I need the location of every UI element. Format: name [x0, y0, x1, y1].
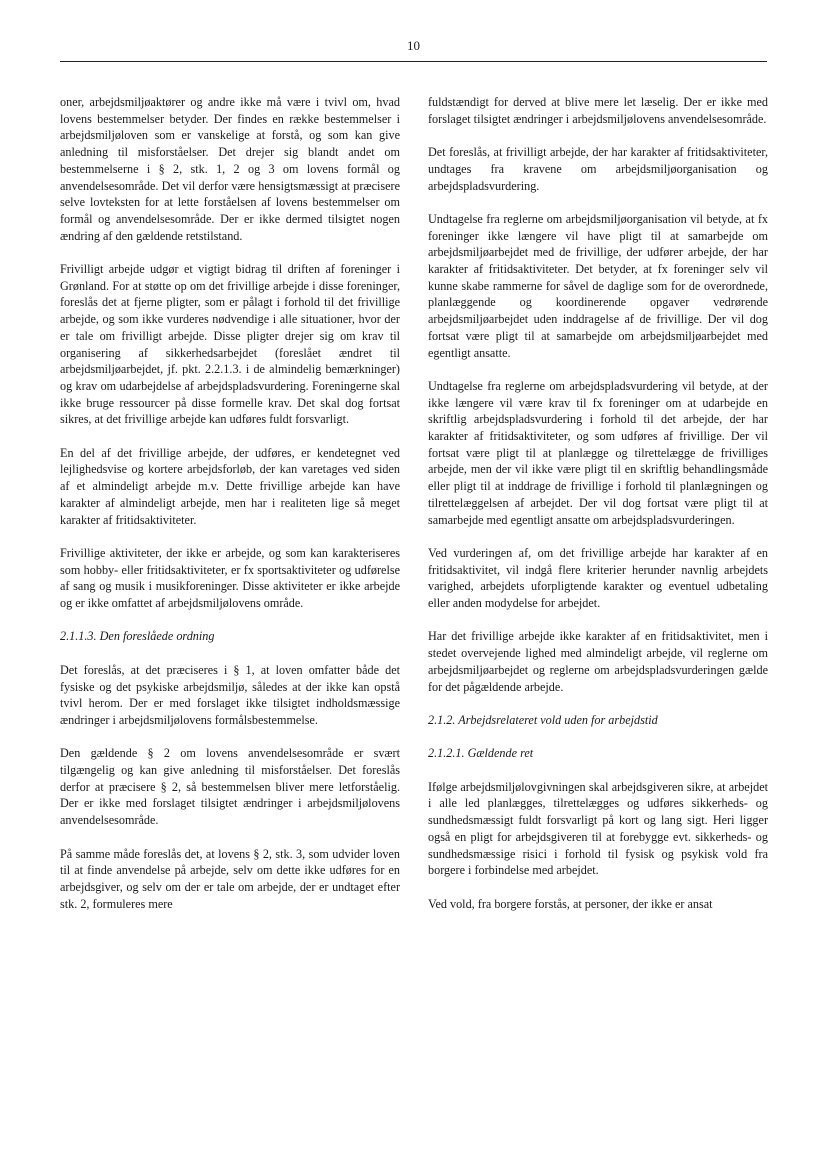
- section-heading: 2.1.2. Arbejdsrelateret vold uden for arbejdstid: [428, 712, 658, 727]
- header-rule: [60, 61, 767, 62]
- paragraph: Frivillige aktiviteter, der ikke er arbejde, og som kan karakteriseres som hobby- eller fritidsaktiviteter, er fx sportsaktiviteter og udførelse af sang og musik i musikforeninger. Disse aktiviteter er ikke arbejde og er ikke omfattet af arbejdsmiljølovens område.: [60, 545, 400, 611]
- paragraph: Ifølge arbejdsmiljølovgivningen skal arbejdsgiveren sikre, at arbejdet i alle led planlægges, tilrettelægges og udføres sikkerheds- og sundhedsmæssigt fuldt forsvarligt på kort og lang sigt. Heri ligger også en pligt for arbejdsgiveren til at forebygge evt. sikkerheds- og sundhedsmæssige risici i forhold til fysisk og psykisk vold fra borgere i forbindelse med arbejdet.: [428, 779, 768, 878]
- paragraph: Undtagelse fra reglerne om arbejdsmiljøorganisation vil betyde, at fx foreninger ikke længere vil have pligt til at samarbejde om arbejdsmiljøarbejdet med de frivillige, der udfører arbejde, der har karakter af fritidsaktiviteter. Det betyder, at fx foreninger selv vil kunne skabe rammerne for såvel de daglige som for de overordnede, planlæggende og koordinerende opgaver vedrørende arbejdsmiljøarbejdet uden inddragelse af de frivillige. Der vil dog fortsat være pligt til at samarbejde om arbejdsmiljøarbejdet med egentligt ansatte.: [428, 211, 768, 360]
- paragraph: Har det frivillige arbejde ikke karakter af en fritidsaktivitet, men i stedet overvejende lighed med almindeligt arbejde, vil reglerne om arbejdsmiljøarbejdet og reglerne om arbejdspladsvurderingen gælde for det pågældende arbejde.: [428, 629, 768, 694]
- subsection-heading: 2.1.2.1. Gældende ret: [428, 746, 534, 761]
- paragraph: fuldstændigt for derved at blive mere let læselig. Der er ikke med forslaget tilsigtet ændringer i arbejdsmiljølovens anvendelsesområde.: [428, 95, 768, 126]
- paragraph: Ved vurderingen af, om det frivillige arbejde har karakter af en fritidsaktivitet, vil indgå flere kriterier herunder navnlig arbejdets varighed, arbejdets uforpligtende karakter og eventuel udbetaling eller anden modydelse for arbejdet.: [428, 545, 768, 611]
- paragraph: Det foreslås, at frivilligt arbejde, der har karakter af fritidsaktiviteter, undtages fra kravene om arbejdsmiljøorganisation og arbejdspladsvurdering.: [428, 145, 768, 193]
- paragraph: En del af det frivillige arbejde, der udføres, er kendetegnet ved lejlighedsvise og kortere arbejdsforløb, der kan varetages ved siden af et almindeligt arbejde m.v. Dette frivillige arbejde kan have karakter af almindeligt arbejde, men har i realiteten lige så meget karakter af fritidsaktiviteter.: [60, 445, 400, 527]
- paragraph: På samme måde foreslås det, at lovens § 2, stk. 3, som udvider loven til at finde anvendelse på arbejde, selv om dette ikke udføres for en arbejdsgiver, og selv om der er tale om arbejde, der er undtaget efter stk. 2, formuleres mere: [60, 846, 400, 911]
- page-number: 10: [407, 38, 420, 53]
- paragraph: Undtagelse fra reglerne om arbejdspladsvurdering vil betyde, at der ikke længere vil være krav til fx foreninger om at udarbejde en skriftlig arbejdspladsvurdering i forhold til det arbejde, der har karakter af fritidsaktiviteter, og som udføres af frivillige. Der vil fortsat være pligt til at planlægge og tilrettelægge de frivilliges arbejde, men der vil ikke være pligt til en skriftlig behandlingsmåde eller pligt til at inddrage de frivillige i forhold til planlægningen og tilrettelæggelsen af arbejdet. Der vil dog fortsat være pligt til at samarbejde med egentligt ansatte om arbejdspladsvurderingen.: [428, 378, 768, 527]
- paragraph: Frivilligt arbejde udgør et vigtigt bidrag til driften af foreninger i Grønland. For at støtte op om det frivillige arbejde i disse foreninger, foreslås det at fjerne pligter, som er pålagt i forhold til det frivillige arbejde, og som ikke vurderes nødvendige i alle situationer, hvor der er tale om frivilligt arbejde. Disse pligter drejer sig om krav til organisering af sikkerhedsarbejdet (foreslået ændret til arbejdsmiljøarbejdet, jf. pkt. 2.2.1.3. i de almindelig bemærkninger) og krav om udarbejdelse af arbejdspladsvurdering. Foreningerne skal ikke bruge ressourcer på disse formelle krav. Det skal dog fortsat sikres, at det frivillige arbejde kan udføres fuldt forsvarligt.: [60, 262, 400, 427]
- right-column: [428, 94, 768, 912]
- left-column: [60, 94, 400, 912]
- paragraph: oner, arbejdsmiljøaktører og andre ikke må være i tvivl om, hvad lovens bestemmelser betyder. Der findes en række bestemmelser i arbejdsmiljøloven som er vanskelige at forstå, og som kan give anledning til misforståelser. Det drejer sig blandt andet om bestemmelserne i § 2, stk. 1, 2 og 3 om lovens formål og anvendelsesområde. Det vil derfor være hensigtsmæssigt at præcisere selve lovteksten for at lette forståelsen af lovens bestemmelser om formål og anvendelsesområde. Der er ikke dermed tilsigtet nogen ændring af den gældende retstilstand.: [60, 95, 400, 243]
- paragraph: Ved vold, fra borgere forstås, at personer, der ikke er ansat: [428, 896, 713, 911]
- section-heading: 2.1.1.3. Den foreslåede ordning: [60, 629, 215, 644]
- paragraph: Den gældende § 2 om lovens anvendelsesområde er svært tilgængelig og kan give anledning til misforståelser. Det foreslås derfor at præcisere § 2, så bestemmelsen bliver mere letforståelig. Der er ikke med forslaget tilsigtet ændringer i arbejdsmiljølovens anvendelsesområde.: [60, 746, 400, 828]
- paragraph: Det foreslås, at det præciseres i § 1, at loven omfatter både det fysiske og det psykiske arbejdsmiljø, således at der ikke kan opstå tvivl herom. Der er med forslaget ikke tilsigtet indholdsmæssige ændringer i arbejdsmiljølovens formålsbestemmelse.: [60, 662, 400, 727]
